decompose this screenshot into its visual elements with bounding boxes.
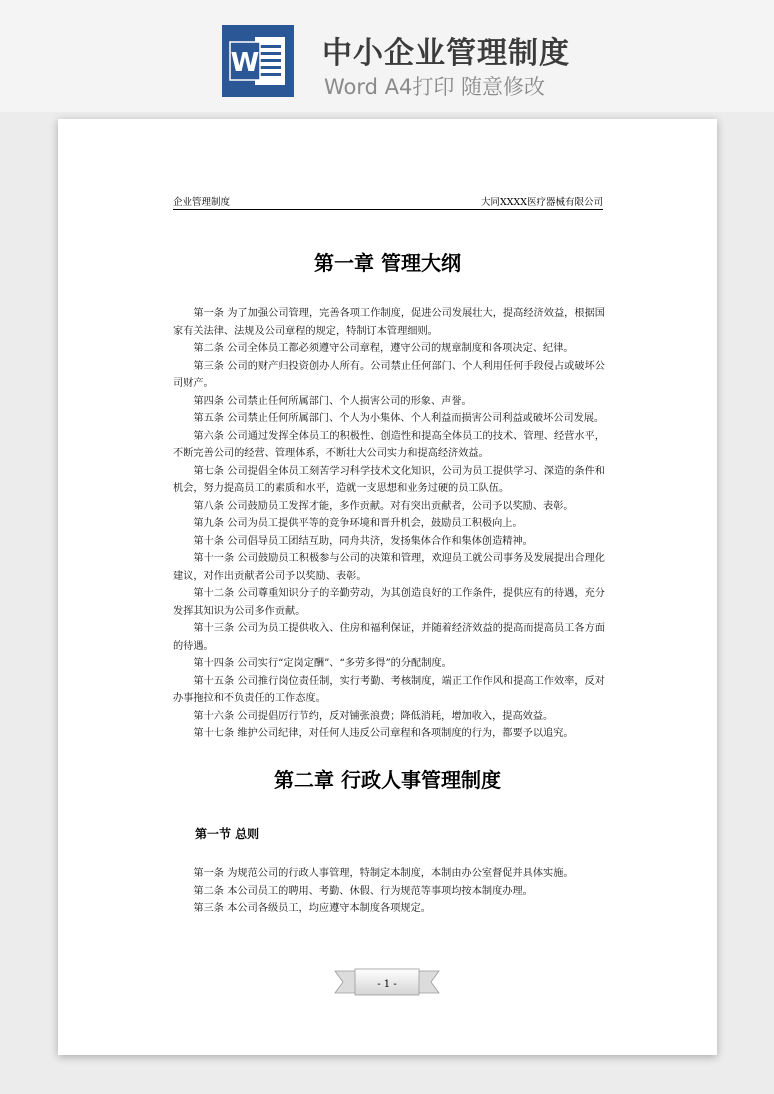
banner <box>0 0 774 112</box>
article-paragraph: 第三条 本公司各级员工，均应遵守本制度各项规定。 <box>193 903 431 914</box>
article-paragraph: 第十一条 公司鼓励员工积极参与公司的决策和管理，欢迎员工就公司事务及发展提出合理化建议，对作出贡献者公司予以奖励、表彰。 <box>173 553 605 582</box>
section-1-title: 第一节 总则 <box>195 827 260 841</box>
chapter-1-title: 第一章 管理大纲 <box>314 251 461 275</box>
article-paragraph: 第一条 为规范公司的行政人事管理，特制定本制度，本制由办公室督促并具体实施。 <box>193 868 574 879</box>
banner-subtitle: Word A4打印 随意修改 <box>324 75 546 99</box>
word-logo-letter: W <box>230 48 260 78</box>
article-paragraph: 第九条 公司为员工提供平等的竞争环境和晋升机会，鼓励员工积极向上。 <box>193 518 523 529</box>
article-paragraph: 第三条 公司的财产归投资创办人所有。公司禁止任何部门、个人利用任何手段侵占或破坏公司财产。 <box>173 360 605 389</box>
article-paragraph: 第二条 本公司员工的聘用、考勤、休假、行为规范等事项均按本制度办理。 <box>193 885 533 897</box>
header-right-text: 大同XXXX医疗器械有限公司 <box>480 197 603 208</box>
article-paragraph: 第四条 公司禁止任何所属部门、个人损害公司的形象、声誉。 <box>193 395 472 407</box>
article-paragraph: 第十六条 公司提倡厉行节约，反对铺张浪费；降低消耗，增加收入，提高效益。 <box>193 710 554 722</box>
header-left-text: 企业管理制度 <box>173 197 231 208</box>
section-1-body <box>173 865 605 918</box>
page-header <box>173 193 603 210</box>
banner-title: 中小企业管理制度 <box>322 36 570 71</box>
article-paragraph: 第二条 公司全体员工都必须遵守公司章程，遵守公司的规章制度和各项决定、纪律。 <box>193 343 574 354</box>
chapter-2-title: 第二章 行政人事管理制度 <box>274 768 501 792</box>
page-number: - 1 - <box>377 979 397 990</box>
article-paragraph: 第十三条 公司为员工提供收入、住房和福利保证，并随着经济效益的提高而提高员工各方面的待遇。 <box>173 623 605 652</box>
article-paragraph: 第十五条 公司推行岗位责任制，实行考勤、考核制度，端正工作作风和提高工作效率，反对办事拖拉和不负责任的工作态度。 <box>173 675 605 704</box>
article-paragraph: 第七条 公司提倡全体员工刻苦学习科学技术文化知识，公司为员工提供学习、深造的条件和机会，努力提高员工的素质和水平，造就一支思想和业务过硬的员工队伍。 <box>173 465 605 494</box>
article-paragraph: 第五条 公司禁止任何所属部门、个人为小集体、个人利益而损害公司利益或破坏公司发展。 <box>193 413 605 424</box>
document-page <box>58 119 717 1055</box>
article-paragraph: 第八条 公司鼓励员工发挥才能，多作贡献。对有突出贡献者，公司予以奖励、表彰。 <box>193 500 574 512</box>
article-paragraph: 第六条 公司通过发挥全体员工的积极性、创造性和提高全体员工的技术、管理、经营水平，不断完善公司的经营、管理体系，不断壮大公司实力和提高经济效益。 <box>173 430 605 459</box>
article-paragraph: 第十二条 公司尊重知识分子的辛勤劳动，为其创造良好的工作条件，提供应有的待遇，充分发挥其知识为公司多作贡献。 <box>173 588 605 617</box>
article-paragraph: 第十四条 公司实行“定岗定酬”、“多劳多得”的分配制度。 <box>193 658 452 669</box>
article-paragraph: 第十七条 维护公司纪律，对任何人违反公司章程和各项制度的行为，都要予以追究。 <box>193 728 574 739</box>
article-paragraph: 第一条 为了加强公司管理，完善各项工作制度，促进公司发展壮大，提高经济效益，根据国家有关法律、法规及公司章程的规定，特制订本管理细则。 <box>173 308 605 337</box>
article-paragraph: 第十条 公司倡导员工团结互助，同舟共济，发扬集体合作和集体创造精神。 <box>193 535 533 547</box>
word-document-icon <box>222 25 294 97</box>
chapter-1-body <box>173 305 605 743</box>
